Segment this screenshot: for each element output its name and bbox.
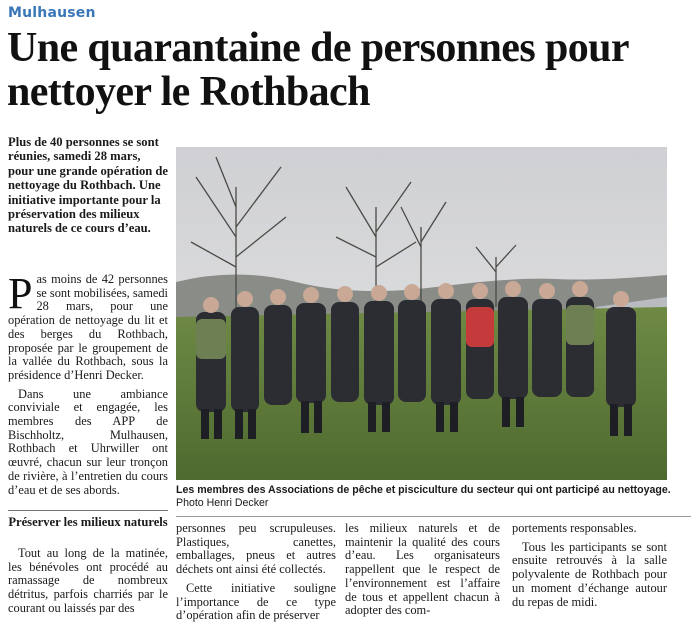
- caption-divider: [176, 516, 691, 517]
- paragraph-6b: Tous les participants se sont ensuite retrouvés à la salle polyvalente de Rothbach pour un moment d’échange autour du repas de midi.: [512, 539, 667, 609]
- lead-paragraph: Plus de 40 personnes se sont réunies, samedi 28 mars, pour une grande opération de nettoyage du Rothbach. Une initiative importante pour la préservation des milieux naturels de ce cours d’eau.: [8, 135, 169, 236]
- photo-caption: [176, 484, 676, 509]
- body-column-1b: [8, 547, 168, 621]
- dropcap: P: [8, 269, 33, 318]
- headline: Une quarantaine de personnes pour nettoyer le Rothbach: [7, 25, 629, 115]
- paragraph-4a: personnes peu scrupuleuses. Plastiques, canettes, emballages, pneus et autres déchets ont ainsi été collectés.: [176, 521, 336, 577]
- paragraph-2: Dans une ambiance conviviale et engagée, les membres des APP de Bischholtz, Mulhausen, Rothbach et Uhrwiller ont œuvré, chacun sur leur tronçon de rivière, à l’entretien du cours d’eau et de ses abords.: [8, 386, 168, 497]
- caption-text: Les membres des Associations de pêche et pisciculture du secteur qui ont participé au nettoyage.: [176, 484, 671, 496]
- body-column-1: [8, 269, 168, 502]
- body-column-2: [176, 522, 336, 628]
- body-column-3: [345, 522, 500, 623]
- section-kicker: Mulhausen: [8, 5, 96, 21]
- paragraph-1-text: as moins de 42 personnes se sont mobilisées, samedi 28 mars, pour une opération de nettoyage du lit et des berges du Rothbach, proposée par le groupement de la vallée du Rothbach, sous la présidence d’Henri Decker.: [8, 272, 168, 382]
- paragraph-3: Tout au long de la matinée, les bénévoles ont procédé au ramassage de nombreux détritus, parfois charriés par le courant ou laissés par des: [8, 546, 168, 615]
- group-photo: [176, 147, 667, 480]
- paragraph-1: [8, 269, 168, 383]
- paragraph-4b: Cette initiative souligne l’importance de ce type d’opération afin de préserver: [176, 580, 336, 623]
- body-column-4: [512, 522, 667, 614]
- subheading: Préserver les milieux naturels: [8, 510, 168, 529]
- paragraph-5: les milieux naturels et de maintenir la qualité des cours d’eau. Les organisateurs rappellent que le respect de l’environnement est l’affaire de tous et appellent chacun à adopter des com-: [345, 521, 500, 618]
- paragraph-6a: portements responsables.: [512, 521, 637, 535]
- photo-credit: Photo Henri Decker: [176, 496, 269, 509]
